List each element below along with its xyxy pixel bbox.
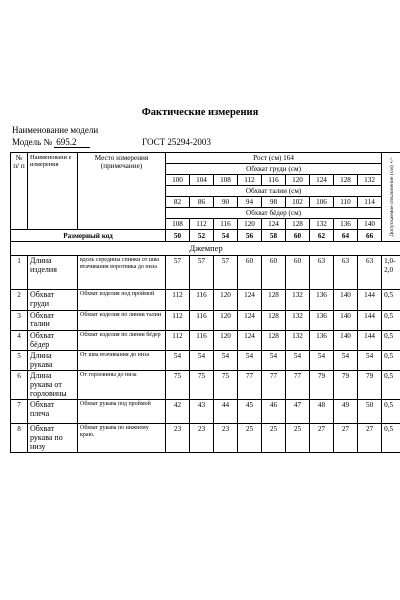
value-cell: 124 bbox=[238, 330, 262, 350]
table-row bbox=[11, 330, 400, 350]
value-cell: 54 bbox=[262, 351, 286, 371]
value-cell: 60 bbox=[262, 256, 286, 290]
sizes-cell: 62 bbox=[310, 230, 334, 242]
sizes-cell: 60 bbox=[286, 230, 310, 242]
value-cell: 50 bbox=[358, 400, 382, 424]
value-cell: 77 bbox=[262, 371, 286, 400]
measurement-place: Обхват изделия под проймой bbox=[78, 290, 166, 310]
value-cell: 140 bbox=[334, 310, 358, 330]
measurement-place: вдоль середины спинки от шва втачивания воротника до низа bbox=[78, 256, 166, 290]
value-cell: 60 bbox=[238, 256, 262, 290]
value-cell: 136 bbox=[310, 330, 334, 350]
value-cell: 42 bbox=[166, 400, 190, 424]
value-cell: 27 bbox=[358, 424, 382, 453]
value-cell: 112 bbox=[166, 310, 190, 330]
model-number-label: Модель № bbox=[12, 137, 53, 147]
sizes-cell: 56 bbox=[238, 230, 262, 242]
value-cell: 144 bbox=[358, 290, 382, 310]
chest-cell: 132 bbox=[358, 175, 382, 186]
value-cell: 57 bbox=[166, 256, 190, 290]
model-number-value: 695.2 bbox=[54, 137, 90, 148]
value-cell: 136 bbox=[310, 290, 334, 310]
value-cell: 27 bbox=[310, 424, 334, 453]
header-tolerance-text: Допускаемое отклонение (см) +/- bbox=[388, 157, 395, 237]
value-cell: 46 bbox=[262, 400, 286, 424]
row-number: 5 bbox=[11, 351, 28, 371]
value-cell: 128 bbox=[262, 310, 286, 330]
model-name-label: Наименование модели bbox=[12, 125, 99, 135]
hips-cell: 132 bbox=[310, 219, 334, 230]
hips-cell: 112 bbox=[190, 219, 214, 230]
value-cell: 132 bbox=[286, 330, 310, 350]
sizes-cell: 54 bbox=[214, 230, 238, 242]
value-cell: 120 bbox=[214, 330, 238, 350]
value-cell: 23 bbox=[166, 424, 190, 453]
value-cell: 25 bbox=[262, 424, 286, 453]
value-cell: 45 bbox=[238, 400, 262, 424]
tolerance-cell: 0,5 bbox=[382, 330, 400, 350]
waist-cell: 114 bbox=[358, 197, 382, 208]
row-number: 4 bbox=[11, 330, 28, 350]
value-cell: 112 bbox=[166, 290, 190, 310]
value-cell: 25 bbox=[286, 424, 310, 453]
value-cell: 43 bbox=[190, 400, 214, 424]
value-cell: 54 bbox=[238, 351, 262, 371]
value-cell: 77 bbox=[286, 371, 310, 400]
value-cell: 140 bbox=[334, 330, 358, 350]
value-cell: 79 bbox=[310, 371, 334, 400]
header-place: Место измерения (примечание) bbox=[78, 153, 166, 230]
waist-cell: 94 bbox=[238, 197, 262, 208]
row-number: 6 bbox=[11, 371, 28, 400]
measurement-place: Обхват рукава под проймой bbox=[78, 400, 166, 424]
tolerance-cell: 0,5 bbox=[382, 351, 400, 371]
table-row bbox=[11, 256, 400, 290]
row-number: 8 bbox=[11, 424, 28, 453]
tolerance-cell: 0,5 bbox=[382, 424, 400, 453]
chest-cell: 104 bbox=[190, 175, 214, 186]
measurement-name: Обхват плеча bbox=[28, 400, 78, 424]
value-cell: 23 bbox=[190, 424, 214, 453]
value-cell: 27 bbox=[334, 424, 358, 453]
header-height: Рост (см) 164 bbox=[166, 153, 382, 164]
table-row bbox=[11, 310, 400, 330]
value-cell: 49 bbox=[334, 400, 358, 424]
header-waist: Обхват талии (см) bbox=[166, 186, 382, 197]
value-cell: 54 bbox=[286, 351, 310, 371]
value-cell: 75 bbox=[190, 371, 214, 400]
table-row bbox=[11, 400, 400, 424]
value-cell: 75 bbox=[214, 371, 238, 400]
row-number: 1 bbox=[11, 256, 28, 290]
header-tolerance bbox=[382, 153, 400, 242]
value-cell: 77 bbox=[238, 371, 262, 400]
value-cell: 23 bbox=[214, 424, 238, 453]
value-cell: 132 bbox=[286, 310, 310, 330]
value-cell: 54 bbox=[358, 351, 382, 371]
measurement-name: Обхват груди bbox=[28, 290, 78, 310]
waist-cell: 110 bbox=[334, 197, 358, 208]
value-cell: 63 bbox=[358, 256, 382, 290]
value-cell: 79 bbox=[334, 371, 358, 400]
tolerance-cell: 1,0-2,0 bbox=[382, 256, 400, 290]
value-cell: 144 bbox=[358, 310, 382, 330]
value-cell: 116 bbox=[190, 330, 214, 350]
hips-cell: 136 bbox=[334, 219, 358, 230]
sizes-cell: 66 bbox=[358, 230, 382, 242]
measurement-place: От шва втачивания до низа bbox=[78, 351, 166, 371]
waist-cell: 90 bbox=[214, 197, 238, 208]
value-cell: 54 bbox=[166, 351, 190, 371]
row-number: 7 bbox=[11, 400, 28, 424]
chest-cell: 100 bbox=[166, 175, 190, 186]
measurement-name: Обхват рукава по низу bbox=[28, 424, 78, 453]
measurements-table bbox=[10, 152, 400, 453]
header-chest: Обхват груди (см) bbox=[166, 164, 382, 175]
value-cell: 112 bbox=[166, 330, 190, 350]
tolerance-cell: 0,5 bbox=[382, 310, 400, 330]
table-row bbox=[11, 371, 400, 400]
header-size-code: Размерный код bbox=[11, 230, 166, 242]
value-cell: 120 bbox=[214, 310, 238, 330]
hips-cell: 116 bbox=[214, 219, 238, 230]
value-cell: 44 bbox=[214, 400, 238, 424]
tolerance-cell: 0,5 bbox=[382, 371, 400, 400]
gost-standard: ГОСТ 25294-2003 bbox=[142, 137, 211, 147]
measurement-name: Обхват талии bbox=[28, 310, 78, 330]
chest-cell: 116 bbox=[262, 175, 286, 186]
value-cell: 144 bbox=[358, 330, 382, 350]
chest-cell: 108 bbox=[214, 175, 238, 186]
value-cell: 63 bbox=[310, 256, 334, 290]
chest-cell: 128 bbox=[334, 175, 358, 186]
waist-cell: 106 bbox=[310, 197, 334, 208]
value-cell: 136 bbox=[310, 310, 334, 330]
measurement-place: Обхват изделия по линии бёдер bbox=[78, 330, 166, 350]
value-cell: 48 bbox=[310, 400, 334, 424]
hips-cell: 108 bbox=[166, 219, 190, 230]
value-cell: 79 bbox=[358, 371, 382, 400]
value-cell: 128 bbox=[262, 290, 286, 310]
value-cell: 140 bbox=[334, 290, 358, 310]
sizes-cell: 58 bbox=[262, 230, 286, 242]
value-cell: 60 bbox=[286, 256, 310, 290]
table-row bbox=[11, 424, 400, 453]
value-cell: 116 bbox=[190, 290, 214, 310]
value-cell: 63 bbox=[334, 256, 358, 290]
header-hips: Обхват бёдер (см) bbox=[166, 208, 382, 219]
tolerance-cell: 0,5 bbox=[382, 290, 400, 310]
hips-cell: 140 bbox=[358, 219, 382, 230]
value-cell: 132 bbox=[286, 290, 310, 310]
measurement-name: Длина изделия bbox=[28, 256, 78, 290]
sizes-cell: 52 bbox=[190, 230, 214, 242]
value-cell: 120 bbox=[214, 290, 238, 310]
measurement-place: От горловины до низа bbox=[78, 371, 166, 400]
value-cell: 128 bbox=[262, 330, 286, 350]
value-cell: 57 bbox=[190, 256, 214, 290]
waist-cell: 82 bbox=[166, 197, 190, 208]
page-title: Фактические измерения bbox=[141, 107, 259, 118]
sizes-cell: 50 bbox=[166, 230, 190, 242]
tolerance-cell: 0,5 bbox=[382, 400, 400, 424]
value-cell: 54 bbox=[214, 351, 238, 371]
row-number: 3 bbox=[11, 310, 28, 330]
chest-cell: 120 bbox=[286, 175, 310, 186]
waist-cell: 86 bbox=[190, 197, 214, 208]
measurement-place: Обхват изделия по линии талии bbox=[78, 310, 166, 330]
chest-cell: 112 bbox=[238, 175, 262, 186]
value-cell: 54 bbox=[190, 351, 214, 371]
value-cell: 25 bbox=[238, 424, 262, 453]
chest-cell: 124 bbox=[310, 175, 334, 186]
value-cell: 124 bbox=[238, 290, 262, 310]
model-number bbox=[12, 137, 90, 148]
waist-cell: 98 bbox=[262, 197, 286, 208]
measurement-name: Длина рукава от горловины bbox=[28, 371, 78, 400]
value-cell: 57 bbox=[214, 256, 238, 290]
measurement-place: Обхват рукава по нижнему краю. bbox=[78, 424, 166, 453]
value-cell: 75 bbox=[166, 371, 190, 400]
waist-cell: 102 bbox=[286, 197, 310, 208]
value-cell: 116 bbox=[190, 310, 214, 330]
value-cell: 47 bbox=[286, 400, 310, 424]
section-title: Джемпер bbox=[11, 242, 400, 256]
hips-cell: 124 bbox=[262, 219, 286, 230]
header-num: № п/ п bbox=[11, 153, 28, 230]
value-cell: 54 bbox=[310, 351, 334, 371]
measurement-name: Обхват бёдер bbox=[28, 330, 78, 350]
hips-cell: 120 bbox=[238, 219, 262, 230]
measurement-name: Длина рукава bbox=[28, 351, 78, 371]
table-row bbox=[11, 290, 400, 310]
header-name: Наименовани е измерения bbox=[28, 153, 78, 230]
value-cell: 124 bbox=[238, 310, 262, 330]
hips-cell: 128 bbox=[286, 219, 310, 230]
row-number: 2 bbox=[11, 290, 28, 310]
value-cell: 54 bbox=[334, 351, 358, 371]
sizes-cell: 64 bbox=[334, 230, 358, 242]
table-row bbox=[11, 351, 400, 371]
